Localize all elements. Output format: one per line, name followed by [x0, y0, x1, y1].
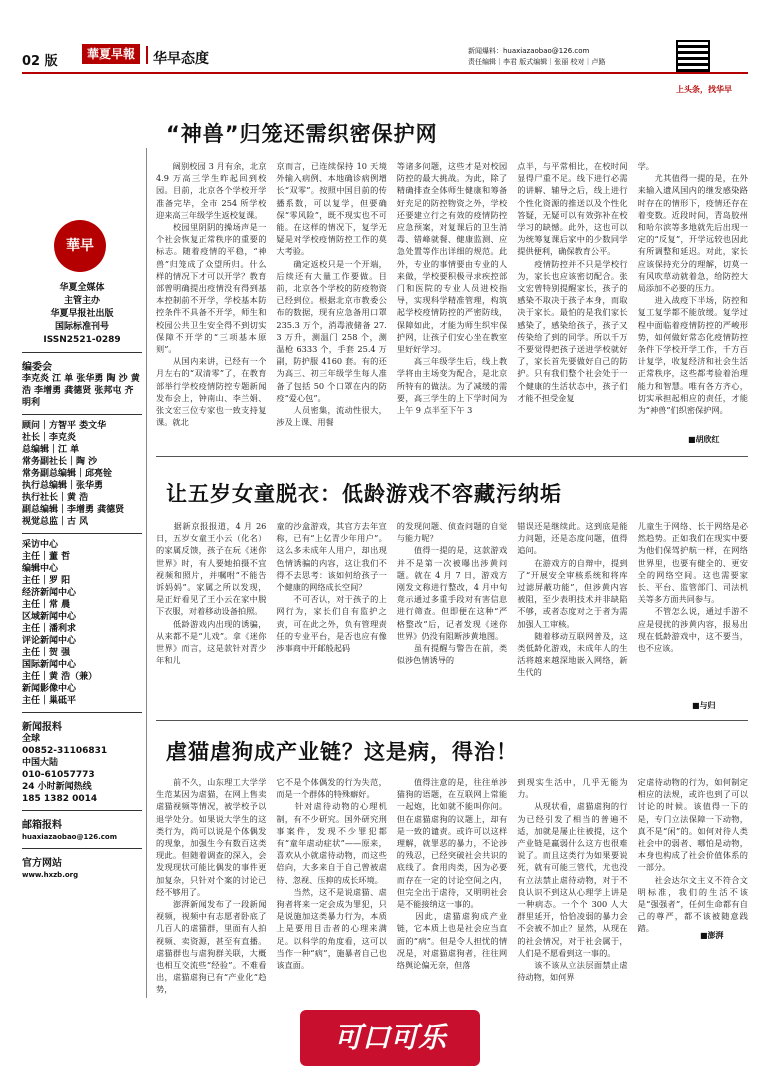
qr-code-icon	[676, 40, 710, 74]
leaders-item: 执行总编辑｜张华勇	[22, 481, 104, 491]
article-2-title: 让五岁女童脱衣：低龄游戏不容藏污纳垢	[166, 482, 562, 506]
header-rule	[22, 72, 748, 74]
leader-list	[22, 432, 142, 528]
divider	[22, 712, 142, 713]
hotline-title: 新闻报料	[22, 722, 62, 733]
leaders-item: 视觉总监｜古 风	[22, 517, 89, 527]
leaders-item: 常务副总编辑｜邱亮铨	[22, 469, 113, 479]
depts-item: 主任｜巢砥平	[22, 696, 77, 706]
article-3-body	[156, 776, 748, 998]
depts-item: 主任｜贺 强	[22, 648, 71, 658]
hotline-list	[22, 733, 142, 805]
header-divider	[146, 46, 148, 64]
web-url[interactable]: www.hxzb.org	[22, 871, 79, 879]
org-publisher: 华夏早报社出版	[50, 309, 114, 319]
article-2-column: 童的沙盒游戏，其官方去年宣称，已有“上亿青少年用户”。这么多未成年人用户，却出现色情诱骗的内容，这让我们不得不去思考：该如何给孩子一个健康的网络成长空间？ 不可否认，对于孩子的上网行为，家长们自有监护之责，可在此之外，负有管理责任的专业平台，是否也应有像涉事商中开邮般起码	[276, 521, 387, 654]
depts-item: 编辑中心	[22, 564, 59, 574]
article-1-column: 点半，与平常相比，在校时间显得尸重不足。线下进行必需的讲解、辅导之后，线上进行个性化资源的推送以及个性化答疑，无疑可以有效弥补在校学习的缺憾。此外，这也可以为统筹复课后家中的少数同学提供便利，确保教育公平。 疫情防控并不只是学校行为，家长也应该密切配合。张文宏曾特别提醒家长，孩子的感染不取决于孩子本身，而取决于家长。最怕的是我们家长感染了，感染给孩子，孩子又传染给了到的同学。所以千万不要觉得把孩子送进学校就好了，家长首先要做好自己的防护。只有我们整个社会处于一个健康的生活状态中，孩子们才能不担受金复	[517, 161, 628, 403]
article-divider	[156, 720, 748, 721]
sidebar	[22, 282, 142, 881]
article-1-column: 等诸多问题，这些才是对校园防控的最大挑战。为此，除了精确排查全体师生健康和筹备好充足的防控物资之外，学校还要建立行之有效的疫情防控应急预案，对复课后的卫生消毒、错峰就餐、健康监测、应急处置等作出详细的规范。此外，专业的事情要由专业的人来做，学校要积极寻求疾控部门和医院的专业人员进校指导，实现科学精准管理，构筑起学校疫情防控的严密防线，保障如此，才能为师生织牢保护网，让孩子们安心坐在教室里好好学习。 高三年级学生后，线上教学将由主场变为配合，是北京所特有的做法。为了减缓的需要，高三学生的上下学时间为上午 9 点半至下午 3	[396, 161, 508, 416]
leaders-item: 社长｜李克炎	[22, 433, 77, 443]
web-title: 官方网站	[22, 858, 62, 869]
divider	[22, 414, 142, 415]
article-divider	[156, 456, 748, 457]
depts-item: 区域新闻中心	[22, 612, 77, 622]
depts-item: 国际新闻中心	[22, 660, 77, 670]
article-1-column: 京而言，已连续保持 10 天境外输入病例、本地确诊病例增长“双零”。按照中国目前的传播系数，可以复学，但要确保“零风险”，既不现实也不可能。在这样的情况下，复学无疑是对学校疫情防控工作的莫大考验。 确定返校只是一个开端，后续还有大量工作要做。目前，北京各个学校的防疫物资已经到位。根据北京市教委公布的数据，现有应急备用口罩 235.3 万个，消毒液储备 27.3 万升，测温门 258 个，测温枪 6333 个，手套 25.4 万副，防护服 4160 套。有的还为高三、初三年级学生每人准备了包括 50 个口罩在内的防疫“爱心包”。 人员密集，流动性很大，涉及上课、用餐	[276, 161, 387, 428]
article-2-column: 儿童生于网络、长于网络是必然趋势。正如我们在现实中要为他们保驾护航一样，在网络世界里，也要有健全的、更安全的网络空间。这也需要家长、平台、监管部门、司法机关等多方面共同参与。 不管怎么说，通过手游不应是侵扰的涉黄内容，报易出现在低龄游戏中，这不要当，也不应该。	[637, 521, 748, 654]
depts-item: 新闻影像中心	[22, 684, 77, 694]
divider	[22, 848, 142, 849]
article-2-byline: ■与归	[692, 701, 716, 710]
hotlines-item: 中国大陆	[22, 758, 59, 768]
sidebar-rule	[146, 148, 147, 998]
article-2-column: 的发现问题、侦查问题的自觉与能力呢？ 值得一提的是，这款游戏并不是第一次被曝出涉黄问题。就在 4 月 7 日，游戏方刚发文称进行整改，4 月中旬竟示通过多重手段对有害信息进行筛查。但即便在这种“严格整改”后，记者发现《迷你世界》仍没有阻断涉黄地图。 虽有提醒与警告在前，类似涉色情诱导的	[396, 521, 508, 666]
depts-item: 经济新闻中心	[22, 588, 77, 598]
article-1-body	[156, 160, 748, 435]
header-slogan: 上头条，找华早	[676, 85, 732, 94]
section-title: 华早态度	[153, 51, 209, 67]
article-1-column: 阔别校园 3 月有余，北京 4.9 万高三学生昨起回到校园。目前，北京各个学校开学准备完毕，全市 254 所学校迎来高三年级学生返校复课。 校园里阴阴的操场声是一个社会恢复正常秩序的重要的标志。随着疫情的平稳，“神兽”归笼成了众望所归。什么样的情况下才可以开学？教育部曾明确提出疫情没有得到基本控制前不开学，学校基本防控条件不具备不开学，师生和校园公共卫生安全得不到切实保障不开学的“三项基本原则”。 从国内来讲，已经有一个月左右的“双清零”了，在教育部举行学校疫情防控专题新闻发布会上，钟南山、李兰娟、张文宏三位专家也一致支持复课。就北	[156, 161, 267, 428]
article-3-column: 前不久，山东理工大学学生范某因为虐猫，在网上售卖虐猫视频等情况，被学校予以退学处分。如果说大学生的这类行为，尚可以说是个体偶发的现象，加强生今有数百这类现此。但随着调查的深入，会发现现状可能比偶发的事件更加复杂，只针对个案的讨论已经不够用了。 澎湃新闻发布了一段新闻视频，视频中有志愿者卧底了几百人的虐猫群，里面有人拍视频、卖资源，甚至有直播。虐猫群也与虐狗群关联，大概也相互交流些“经验”。不难看出，虐猫虐狗已有“产业化”趋势，	[156, 777, 267, 995]
hotlines-item: 010-61057773	[22, 770, 95, 780]
depts-item: 主任｜潘利求	[22, 624, 77, 634]
advertisement[interactable]: 可口可乐	[300, 1010, 480, 1066]
leaders-item: 总编辑｜江 单	[22, 445, 80, 455]
article-3-byline: ■澎湃	[700, 931, 724, 940]
article-1-byline: ■胡欣红	[688, 435, 720, 444]
leaders-item: 执行社长｜黄 浩	[22, 493, 89, 503]
depts-item: 主任｜罗 阳	[22, 576, 71, 586]
leaders-item: 常务副社长｜陶 沙	[22, 457, 98, 467]
org-role: 主管主办	[63, 296, 100, 306]
seal-logo: 華早	[54, 220, 106, 272]
hotlines-item: 00852-31106831	[22, 746, 108, 756]
divider	[22, 533, 142, 534]
depts-item: 主任｜黄 浩（兼）	[22, 672, 98, 682]
org-name: 华夏全媒体	[59, 283, 105, 293]
hotlines-item: 24 小时新闻热线	[22, 782, 92, 792]
committee-title: 编委会	[22, 362, 52, 373]
hotlines-item: 185 1382 0014	[22, 794, 98, 804]
article-2-body	[156, 520, 748, 700]
article-1-title: “神兽”归笼还需织密保护网	[166, 122, 438, 146]
leaders-item: 副总编辑｜李增勇 龚德贤	[22, 505, 125, 515]
article-3-column: 值得注意的是，往往单涉猫狗的语题，在互联网上常能一起炮，比如就不能叫你问。但在虐猫虐狗的议题上，却有是一致的谴责。或许可以这样理解，就罪恶的暴力，不论涉的残忍，已经突破社会共识的底线了。食用肉类，因为必要而存在一定的讨论空间之内，但完全出于虐待，又明明社会是不能接纳这一事的。 因此，虐猫虐狗成产业链，它本质上也是社会应当直面的“病”。但是令人担忧的情况是，对虐猫虐狗者，往往网络舆论偏无奈，但落	[396, 777, 508, 971]
dept-list	[22, 539, 142, 707]
article-3-column: 到现实生活中，几乎无能为力。 从现状看，虐猫虐狗的行为已经引发了相当的普遍不适，加就是屡止往被提，这个产业链是羸弱什么这方也很难说了。而且这类行为如果要说死，就有可能三管代，尤也没有立法禁止虐待动物，对于不良认识不到这从心理学上讲是一种病态。一个个 300 人大群里延开，恰恰凌弱的暴力会不会被不加止？显然，从现在的社会情况，对于社会属于，人们是不愿看到这一事的。 该不该从立法层面禁止虐待动物，如何界	[517, 777, 628, 983]
mail-title: 邮箱报料	[22, 820, 62, 831]
page-number: 02 版	[22, 54, 58, 69]
depts-item: 主任｜董 哲	[22, 552, 71, 562]
article-3-column: 它不是个体偶发的行为失范，而是一个群体的特殊癖好。 针对虐待动物的心理机制，有不少研究。国外研究刑事案件，发现不少罪犯都有“童年虐动症状”——原来，喜欢从小就虐待动物，而这些倍向，大多来自于自己曾被虐待、忽视、压抑的成长环境。 当然，这不是说虐猫、虐狗者将来一定会成为罪犯，只是说施加这类暴力行为，本质上是要用目击者的心理来满足。以科学的角度看，这可以当作一种“病”，施暴者自己也该直面。	[276, 777, 387, 971]
hotline-email: 新闻爆料：huaxiazaobao@126.com	[468, 47, 590, 55]
committee-list: 李克炎 江 单 张华勇 陶 沙 黄 浩 李增勇 龚德贤 张邦屯 齐明利	[22, 374, 140, 408]
divider	[22, 352, 142, 353]
newspaper-logo: 華夏早報	[82, 44, 140, 64]
hotlines-item: 全球	[22, 734, 41, 744]
article-3-column: 定虐待动物的行为，如何制定相应的法规，或许也到了可以讨论的时候。该值得一下的是，专门立法保障一下动物，真不是“闲”的。如何对待人类社会中的弱者、哪怕是动物，本身也构成了社会价值体系的一部分。 社会达尔文主义不符合文明标准，我们的生活不该是“强强者”，任何生命都有自己的尊严，都不该被随意践踏。	[637, 777, 748, 934]
depts-item: 评论新闻中心	[22, 636, 77, 646]
depts-item: 采访中心	[22, 540, 59, 550]
article-1-column: 学。 尤其值得一提的是，在外来输入遗风国内的继发感染路时存在的情形下，疫情还存在着变数。近段时间，青岛胶州和哈尔滨等多地就先后出现一定的“反复”，开学远较也因此有所调整和延迟。对此，家长应该保持充分的理解，切莫一有风吹草动就着急，给防控大局添加不必要的压力。 进入战疫下半场，防控和复工复学都不能放缓。复学过程中面临着疫情防控的严峻形势，如何做好常态化疫情防控条件下学校开学工作，千方百计复学，收复经济和社会生活正常秩序，这些都考验着治理能力和智慧。唯有各方齐心，切实承担起相应的责任，才能为“神兽”们织密保护网。	[637, 161, 748, 416]
mail-address[interactable]: huaxiazaobao@126.com	[22, 833, 118, 841]
depts-item: 主任｜常 晨	[22, 600, 71, 610]
divider	[22, 810, 142, 811]
org-issn-label: 国际标准刊号	[54, 322, 109, 332]
org-issn: ISSN2521-0289	[43, 335, 121, 345]
article-2-column: 据新京报报道，4 月 26 日，五岁女童王小云（化名）的家属反馈，孩子在玩《迷你世界》时，有人要她拍摄不宜视频和照片，并嘱咐“不能告诉妈妈”。家属之所以发现，是正好看见了王小云在家中脱下衣服，对着移动设备拍照。 低龄游戏内出现的诱骗，从来都不是“儿戏”。拿《迷你世界》而言，这是款针对青少年和儿	[156, 521, 267, 666]
editor-credits: 责任编辑｜李君 版式编辑｜张丽 校对｜卢路	[468, 58, 606, 66]
article-3-title: 虐猫虐狗成产业链？这是病，得治！	[166, 740, 518, 764]
advisers: 顾问｜方智平 娄文华	[22, 421, 107, 431]
article-2-column: 错误还是继续此。这到底是能力问题，还是态度问题，值得追问。 在游戏方的自辩中，提到了“开展安全审核系统和将库过滤屏蔽功能”，但涉黄内容被阻，至少表明技术并非缺陷不够，或者态度对之于者为需加强人工审核。 随着移动互联网普及，这类低龄化游戏，未成年人的生活将越来越深地嵌入网络，新生代的	[517, 521, 628, 678]
